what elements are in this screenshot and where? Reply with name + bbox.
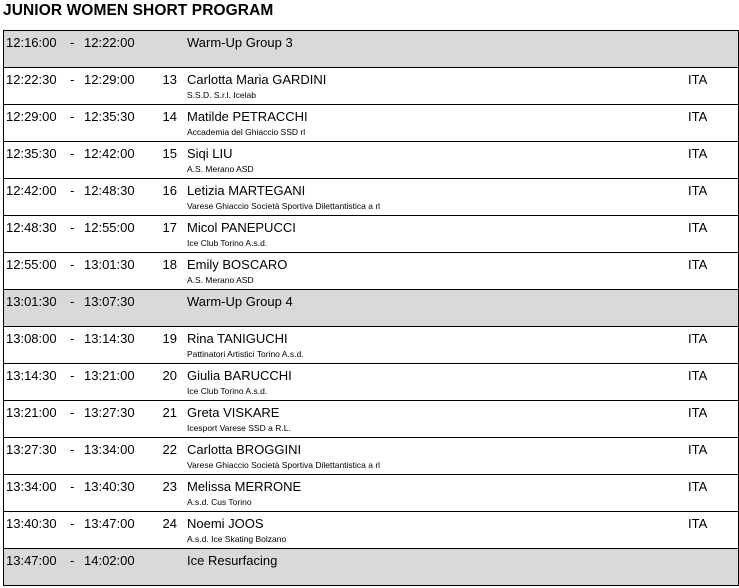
club-name: S.S.D. S.r.l. Icelab xyxy=(187,90,256,100)
nation-code: ITA xyxy=(688,72,708,87)
end-time: 12:55:00 xyxy=(84,220,135,235)
schedule-skater-row xyxy=(4,327,738,364)
end-time: 13:27:30 xyxy=(84,405,135,420)
time-separator: - xyxy=(70,35,75,50)
nation-code: ITA xyxy=(688,331,708,346)
break-label: Ice Resurfacing xyxy=(187,553,278,568)
skater-name: Siqi LIU xyxy=(187,146,233,161)
skater-name: Micol PANEPUCCI xyxy=(187,220,296,235)
skater-name: Emily BOSCARO xyxy=(187,257,288,272)
end-time: 12:35:30 xyxy=(84,109,135,124)
start-time: 13:01:30 xyxy=(6,294,57,309)
start-time: 12:55:00 xyxy=(6,257,57,272)
time-separator: - xyxy=(70,553,75,568)
end-time: 13:34:00 xyxy=(84,442,135,457)
start-number: 23 xyxy=(162,479,177,494)
schedule-skater-row xyxy=(4,401,738,438)
start-number: 14 xyxy=(162,109,177,124)
schedule-break-row xyxy=(4,290,738,327)
end-time: 13:07:30 xyxy=(84,294,135,309)
start-number: 18 xyxy=(162,257,177,272)
end-time: 12:22:00 xyxy=(84,35,135,50)
club-name: A.s.d. Ice Skating Bolzano xyxy=(187,534,287,544)
club-name: A.S. Merano ASD xyxy=(187,275,254,285)
schedule-break-row xyxy=(4,549,738,586)
time-separator: - xyxy=(70,72,75,87)
start-number: 22 xyxy=(162,442,177,457)
time-separator: - xyxy=(70,146,75,161)
club-name: Ice Club Torino A.s.d. xyxy=(187,386,268,396)
start-time: 12:42:00 xyxy=(6,183,57,198)
club-name: Accademia del Ghiaccio SSD rl xyxy=(187,127,306,137)
schedule-skater-row xyxy=(4,179,738,216)
end-time: 13:21:00 xyxy=(84,368,135,383)
time-separator: - xyxy=(70,257,75,272)
nation-code: ITA xyxy=(688,479,708,494)
schedule-skater-row xyxy=(4,216,738,253)
club-name: Icesport Varese SSD a R.L. xyxy=(187,423,291,433)
nation-code: ITA xyxy=(688,220,708,235)
end-time: 13:01:30 xyxy=(84,257,135,272)
start-number: 21 xyxy=(162,405,177,420)
skater-name: Carlotta Maria GARDINI xyxy=(187,72,327,87)
club-name: Ice Club Torino A.s.d. xyxy=(187,238,268,248)
skater-name: Melissa MERRONE xyxy=(187,479,302,494)
end-time: 12:29:00 xyxy=(84,72,135,87)
start-time: 13:21:00 xyxy=(6,405,57,420)
start-time: 12:22:30 xyxy=(6,72,57,87)
start-time: 13:27:30 xyxy=(6,442,57,457)
schedule-skater-row xyxy=(4,438,738,475)
skater-name: Giulia BARUCCHI xyxy=(187,368,292,383)
end-time: 12:42:00 xyxy=(84,146,135,161)
start-time: 13:34:00 xyxy=(6,479,57,494)
break-label: Warm-Up Group 4 xyxy=(187,294,293,309)
schedule-skater-row xyxy=(4,142,738,179)
start-time: 13:47:00 xyxy=(6,553,57,568)
start-time: 12:29:00 xyxy=(6,109,57,124)
time-separator: - xyxy=(70,368,75,383)
schedule-break-row xyxy=(4,31,738,68)
time-separator: - xyxy=(70,516,75,531)
skater-name: Greta VISKARE xyxy=(187,405,280,420)
end-time: 12:48:30 xyxy=(84,183,135,198)
club-name: Varese Ghiaccio Società Sportiva Dilettantistica a rl xyxy=(187,201,381,211)
club-name: A.S. Merano ASD xyxy=(187,164,254,174)
time-separator: - xyxy=(70,331,75,346)
start-time: 12:35:30 xyxy=(6,146,57,161)
start-number: 19 xyxy=(162,331,177,346)
end-time: 13:47:00 xyxy=(84,516,135,531)
time-separator: - xyxy=(70,109,75,124)
skater-name: Letizia MARTEGANI xyxy=(187,183,306,198)
time-separator: - xyxy=(70,405,75,420)
club-name: Pattinatori Artistici Torino A.s.d. xyxy=(187,349,304,359)
start-time: 13:14:30 xyxy=(6,368,57,383)
time-separator: - xyxy=(70,220,75,235)
start-number: 20 xyxy=(162,368,177,383)
club-name: A.s.d. Cus Torino xyxy=(187,497,252,507)
start-number: 17 xyxy=(162,220,177,235)
schedule-skater-row xyxy=(4,475,738,512)
end-time: 13:14:30 xyxy=(84,331,135,346)
page-title: JUNIOR WOMEN SHORT PROGRAM xyxy=(3,2,274,19)
nation-code: ITA xyxy=(688,109,708,124)
schedule-table xyxy=(3,30,739,586)
time-separator: - xyxy=(70,294,75,309)
start-time: 13:40:30 xyxy=(6,516,57,531)
schedule-skater-row xyxy=(4,68,738,105)
skater-name: Carlotta BROGGINI xyxy=(187,442,302,457)
time-separator: - xyxy=(70,442,75,457)
schedule-skater-row xyxy=(4,364,738,401)
start-number: 13 xyxy=(162,72,177,87)
nation-code: ITA xyxy=(688,516,708,531)
break-label: Warm-Up Group 3 xyxy=(187,35,293,50)
nation-code: ITA xyxy=(688,368,708,383)
nation-code: ITA xyxy=(688,146,708,161)
schedule-skater-row xyxy=(4,512,738,549)
schedule-skater-row xyxy=(4,105,738,142)
skater-name: Noemi JOOS xyxy=(187,516,264,531)
start-number: 16 xyxy=(162,183,177,198)
start-time: 12:48:30 xyxy=(6,220,57,235)
schedule-skater-row xyxy=(4,253,738,290)
end-time: 14:02:00 xyxy=(84,553,135,568)
start-number: 15 xyxy=(162,146,177,161)
time-separator: - xyxy=(70,183,75,198)
club-name: Varese Ghiaccio Società Sportiva Dilettantistica a rl xyxy=(187,460,381,470)
skater-name: Rina TANIGUCHI xyxy=(187,331,288,346)
start-time: 12:16:00 xyxy=(6,35,57,50)
nation-code: ITA xyxy=(688,405,708,420)
start-number: 24 xyxy=(162,516,177,531)
nation-code: ITA xyxy=(688,257,708,272)
nation-code: ITA xyxy=(688,442,708,457)
time-separator: - xyxy=(70,479,75,494)
end-time: 13:40:30 xyxy=(84,479,135,494)
skater-name: Matilde PETRACCHI xyxy=(187,109,308,124)
nation-code: ITA xyxy=(688,183,708,198)
start-time: 13:08:00 xyxy=(6,331,57,346)
